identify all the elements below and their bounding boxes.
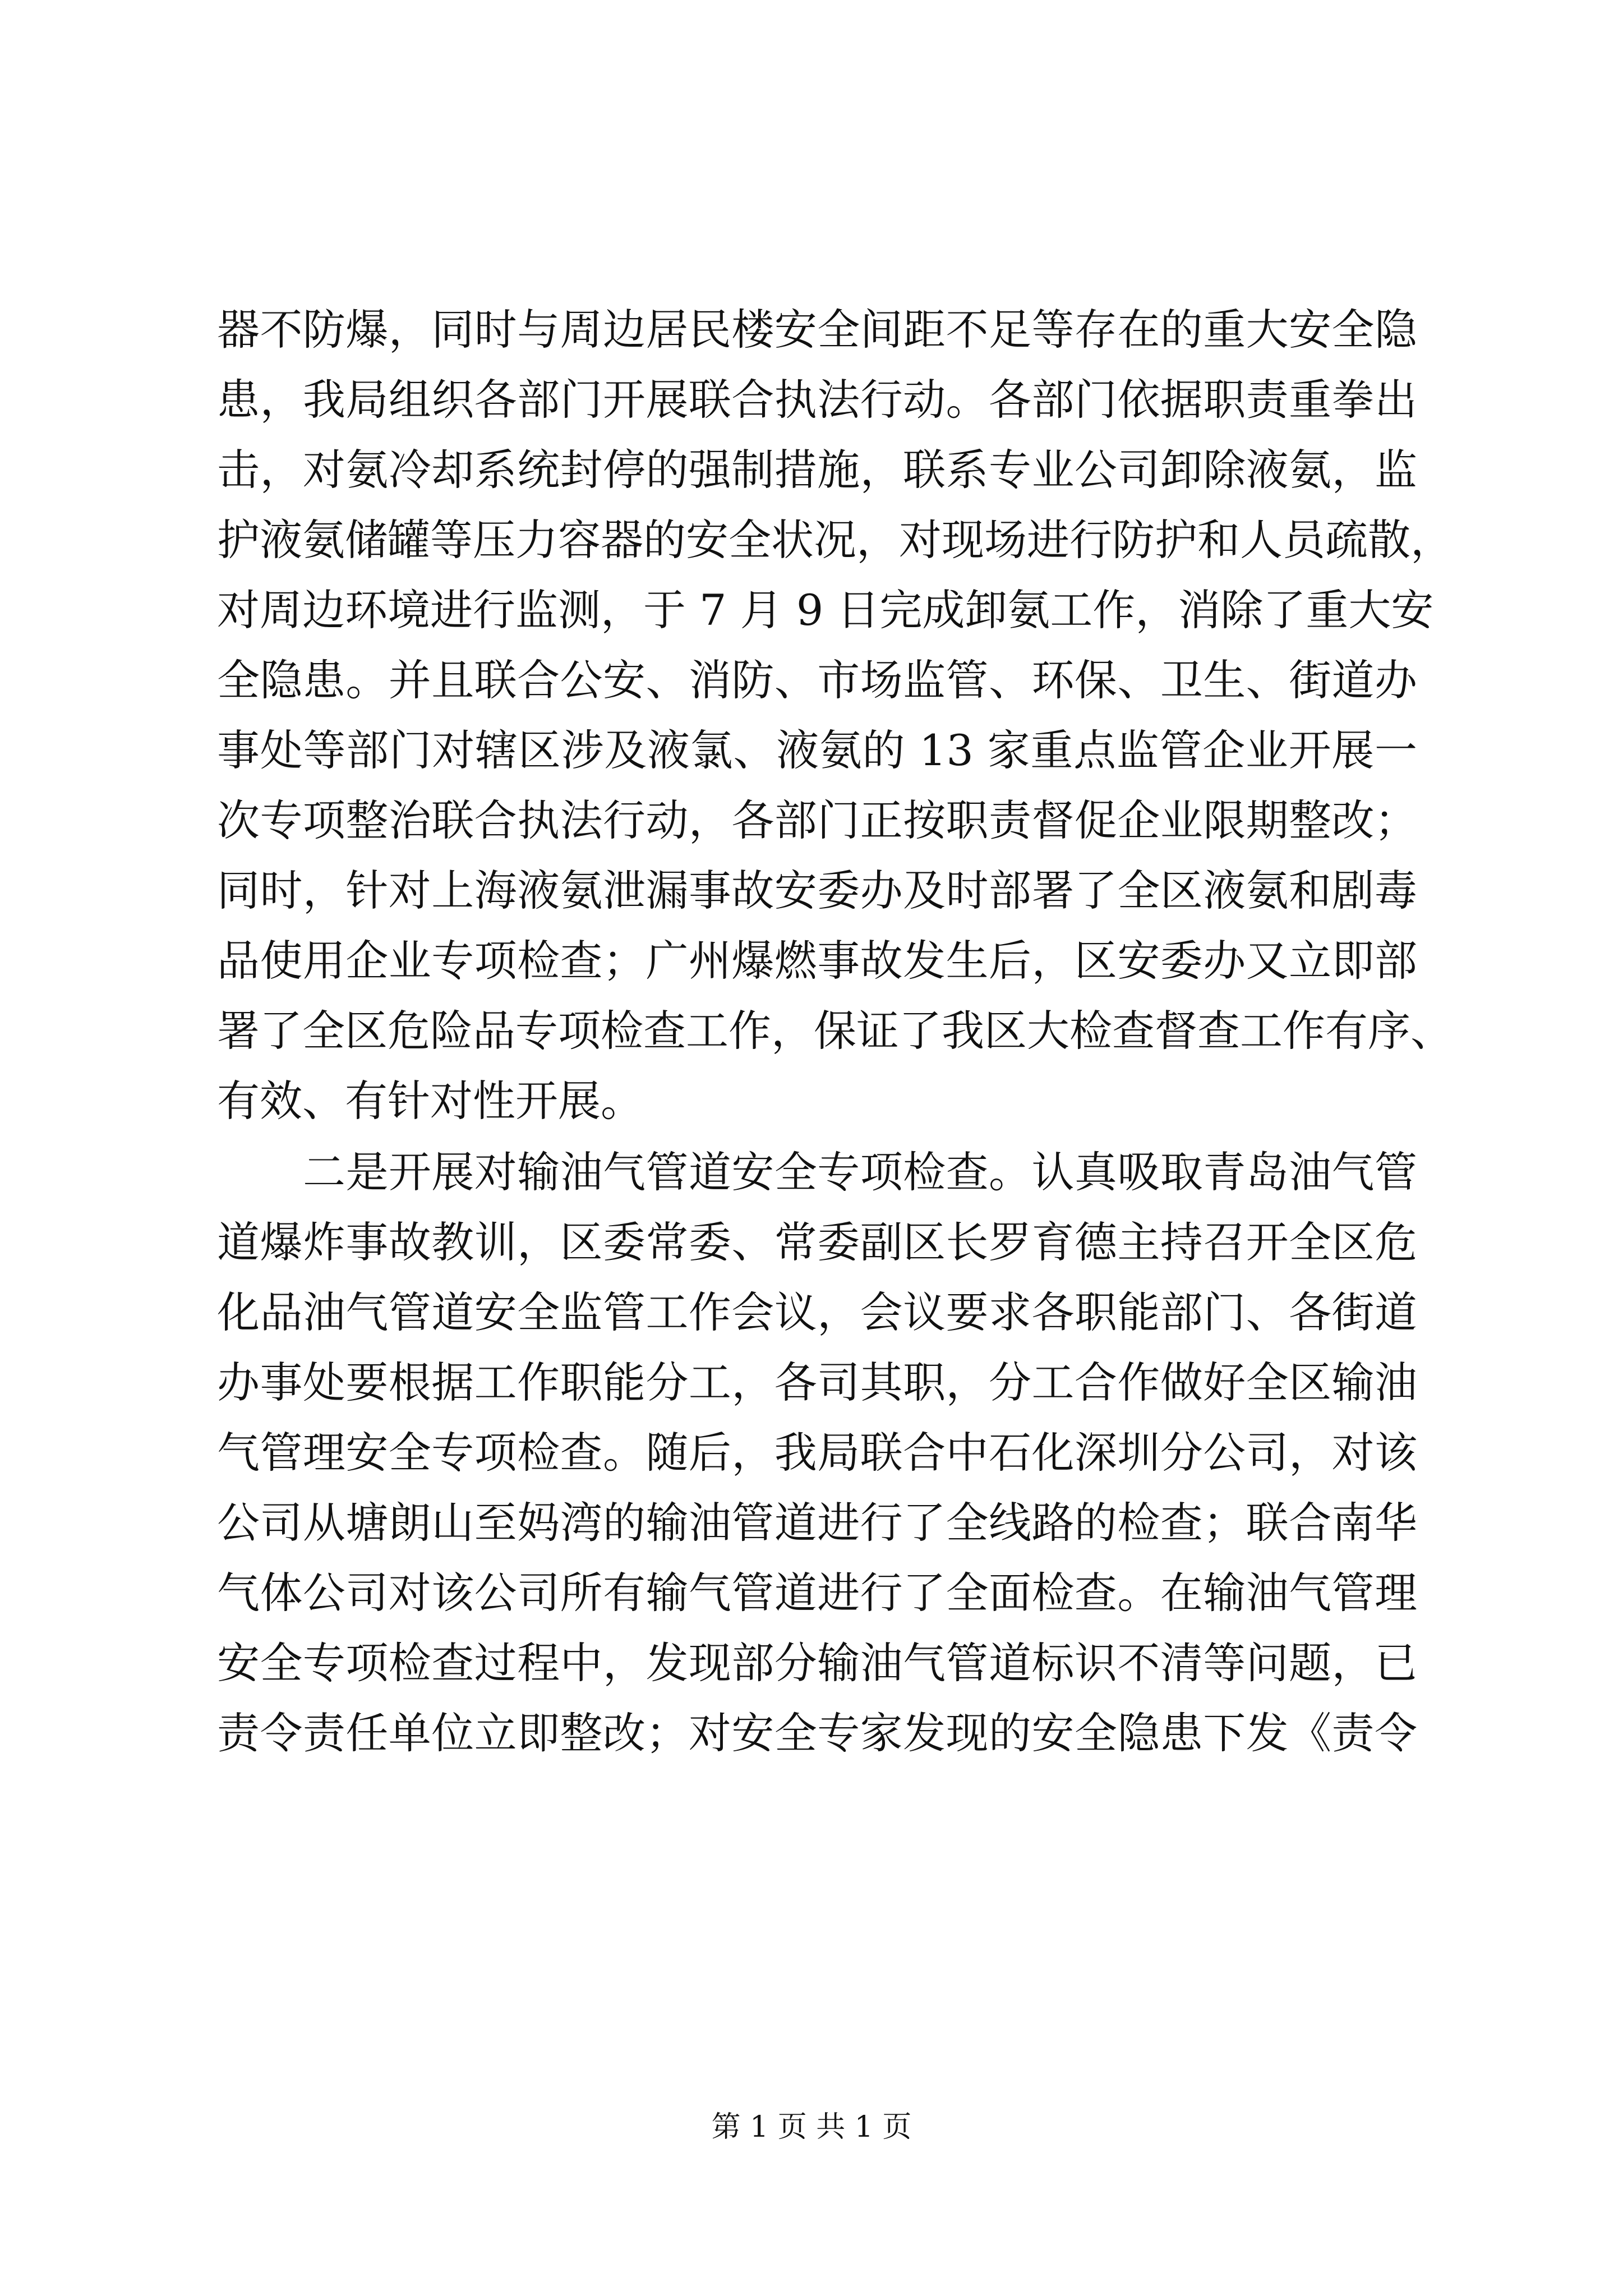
body-text-line: 事处等部门对辖区涉及液氯、液氨的 13 家重点监管企业开展一 <box>217 725 1417 775</box>
body-text-line: 责令责任单位立即整改；对安全专家发现的安全隐患下发《责令 <box>217 1708 1417 1758</box>
body-text-line: 署了全区危险品专项检查工作，保证了我区大检查督查工作有序、 <box>217 1006 1453 1056</box>
body-text-line: 护液氨储罐等压力容器的安全状况，对现场进行防护和人员疏散， <box>217 515 1453 565</box>
body-text-line: 次专项整治联合执法行动，各部门正按职责督促企业限期整改； <box>217 795 1417 845</box>
body-text-line: 安全专项检查过程中，发现部分输油气管道标识不清等问题，已 <box>217 1638 1417 1688</box>
body-text-line: 气体公司对该公司所有输气管道进行了全面检查。在输油气管理 <box>217 1568 1417 1618</box>
body-text-line: 器不防爆，同时与周边居民楼安全间距不足等存在的重大安全隐 <box>217 305 1417 355</box>
body-text-line: 同时，针对上海液氨泄漏事故安委办及时部署了全区液氨和剧毒 <box>217 866 1417 915</box>
body-text-line: 对周边环境进行监测，于 7 月 9 日完成卸氨工作，消除了重大安 <box>217 585 1434 635</box>
paragraph-first-line: 二是开展对输油气管道安全专项检查。认真吸取青岛油气管 <box>303 1147 1417 1197</box>
body-text-line: 患，我局组织各部门开展联合执法行动。各部门依据职责重拳出 <box>217 375 1417 425</box>
body-text-line: 道爆炸事故教训，区委常委、常委副区长罗育德主持召开全区危 <box>217 1217 1417 1267</box>
body-text-line: 有效、有针对性开展。 <box>217 1076 643 1126</box>
body-text-line: 公司从塘朗山至妈湾的输油管道进行了全线路的检查；联合南华 <box>217 1498 1417 1548</box>
body-text-line: 品使用企业专项检查；广州爆燃事故发生后，区安委办又立即部 <box>217 936 1417 986</box>
body-text-line: 办事处要根据工作职能分工，各司其职，分工合作做好全区输油 <box>217 1358 1417 1407</box>
body-text-line: 气管理安全专项检查。随后，我局联合中石化深圳分公司，对该 <box>217 1428 1417 1478</box>
body-text-line: 全隐患。并且联合公安、消防、市场监管、环保、卫生、街道办 <box>217 655 1417 705</box>
body-text-line: 化品油气管道安全监管工作会议，会议要求各职能部门、各街道 <box>217 1287 1417 1337</box>
body-text-line: 击，对氨冷却系统封停的强制措施，联系专业公司卸除液氨，监 <box>217 445 1417 495</box>
page-footer: 第 1 页 共 1 页 <box>711 2110 912 2144</box>
